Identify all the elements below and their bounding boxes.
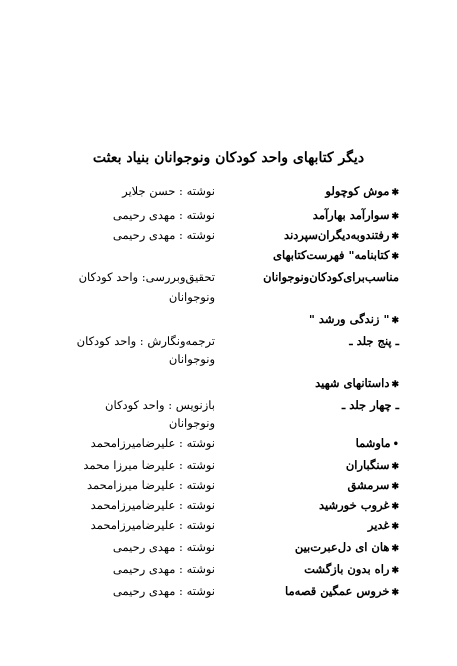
list-item-title: ✱ غدیر bbox=[368, 518, 399, 532]
list-item-author: نوشته : مهدی رحیمی bbox=[112, 208, 215, 222]
list-item-title: ✱ کتابنامه" فهرست‌کتابهای bbox=[273, 248, 399, 262]
list-item-author: نوشته : مهدی رحیمی bbox=[112, 584, 215, 598]
list-item-author: نوشته : علیرضامیرزامحمد bbox=[90, 518, 215, 532]
list-item-title: ✱ " زندگی ورشد " bbox=[309, 312, 399, 326]
list-item-title: ✱ راه بدون بازگشت bbox=[304, 562, 399, 576]
list-item-author: ونوجوانان bbox=[168, 290, 215, 304]
list-item-author: نوشته : علیرضا میرزامحمد bbox=[87, 478, 215, 492]
list-item-author: نوشته : مهدی رحیمی bbox=[112, 562, 215, 576]
list-item-author: ترجمه‌ونگارش : واحد کودکان bbox=[76, 334, 215, 348]
list-item-title: ✱ هان ای دل‌عبرت‌بین bbox=[295, 540, 399, 554]
list-item-author: نوشته : علیرضا میرزا محمد bbox=[83, 458, 215, 472]
list-item-title: ✱ رفتندوبه‌دیگران‌سپردند bbox=[284, 228, 399, 242]
list-item-title: مناسب‌برای‌کودکان‌ونوجوانان bbox=[263, 270, 399, 284]
list-item-author: نوشته : حسن جلایر bbox=[122, 184, 215, 198]
list-item-author: ونوجوانان bbox=[168, 416, 215, 430]
list-item-author: ونوجوانان bbox=[168, 352, 215, 366]
list-item-author: تحقیق‌وبررسی: واحد کودکان bbox=[78, 270, 215, 284]
list-item-author: نوشته : مهدی رحیمی bbox=[112, 540, 215, 554]
list-item-title: ✱ سوارآمد بهارآمد bbox=[313, 208, 399, 222]
list-item-title: ✱ سنگباران bbox=[346, 458, 399, 472]
list-item-author: نوشته : علیرضامیرزامحمد bbox=[90, 498, 215, 512]
list-item-title: ✱ موش کوچولو bbox=[325, 184, 399, 198]
list-item-title: ✱ خروس عمگین قصه‌ما bbox=[285, 584, 399, 598]
list-item-author: بازنویس : واحد کودکان bbox=[105, 398, 215, 412]
list-item-title: ـ چهار جلد ـ bbox=[341, 398, 399, 412]
list-item-author: نوشته : علیرضامیرزامحمد bbox=[90, 436, 215, 450]
list-item-title: ـ پنج جلد ـ bbox=[349, 334, 399, 348]
list-item-author: نوشته : مهدی رحیمی bbox=[112, 228, 215, 242]
list-item-title: • ماوشما bbox=[356, 436, 399, 450]
list-item-title: ✱ سرمشق bbox=[347, 478, 399, 492]
list-item-title: ✱ داستانهای شهید bbox=[315, 376, 399, 390]
list-item-title: ✱ غروب خورشید bbox=[319, 498, 399, 512]
page-title: دیگر کتابهای واحد کودکان ونوجوانان بنیاد بعثت bbox=[92, 150, 365, 166]
